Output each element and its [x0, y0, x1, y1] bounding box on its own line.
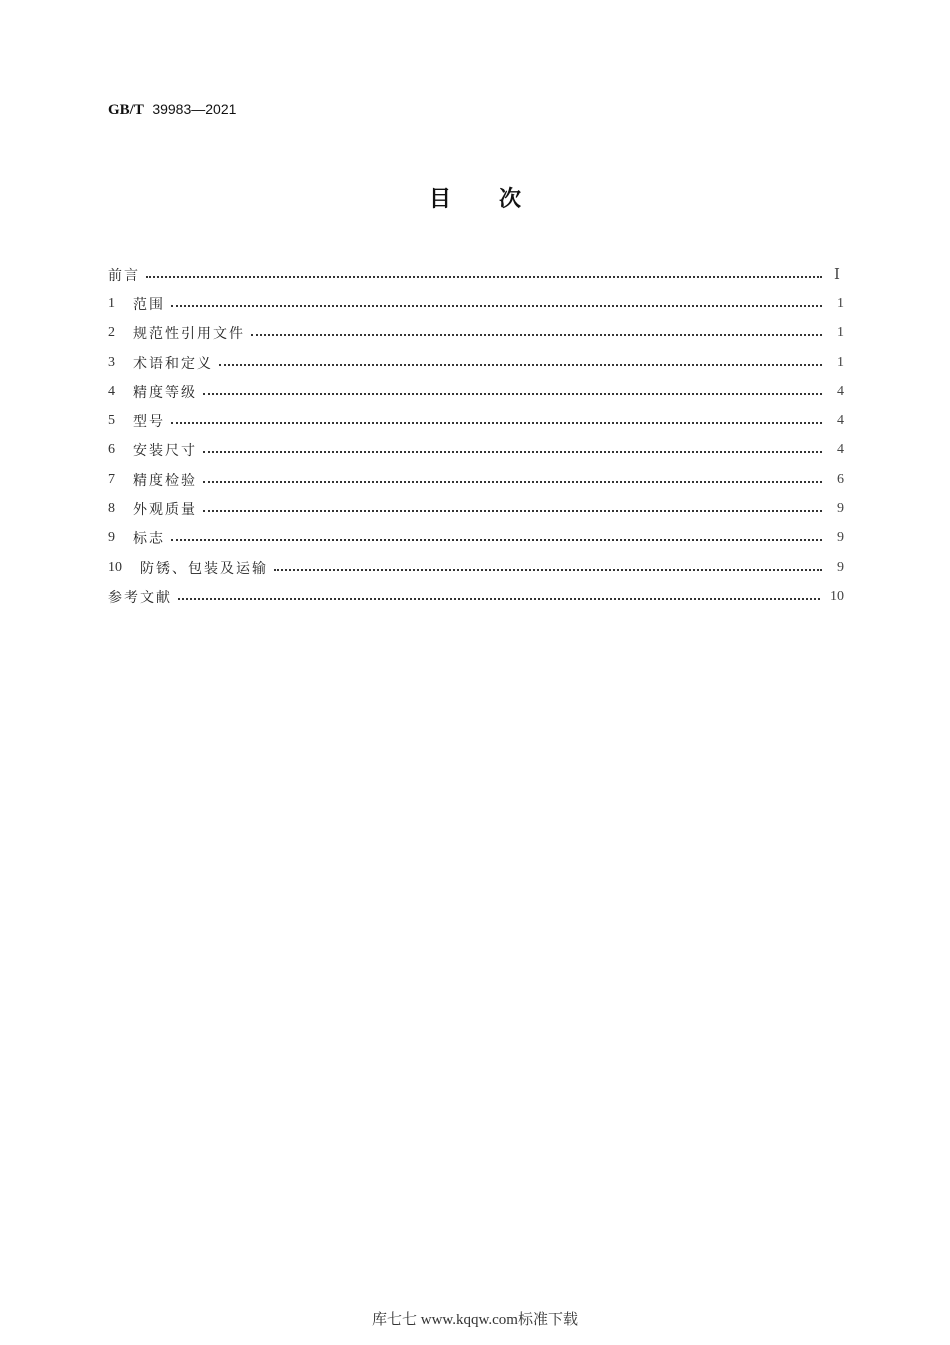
dot-leader	[219, 350, 822, 366]
dot-leader	[178, 584, 820, 600]
toc-entry-label: 型号	[133, 414, 165, 431]
toc-entry-number: 5	[108, 413, 115, 429]
toc-entry-page: 4	[837, 442, 844, 458]
toc-entry-number: 2	[108, 325, 115, 341]
toc-entry-2[interactable]	[108, 319, 844, 348]
dot-leader	[203, 437, 822, 453]
dot-leader	[171, 525, 822, 541]
toc-entry-1[interactable]	[108, 289, 844, 318]
dot-leader	[171, 291, 822, 307]
toc-entry-label: 安装尺寸	[133, 443, 197, 460]
toc-entry-page: 10	[830, 588, 844, 604]
toc-entry-page: 4	[837, 383, 844, 399]
toc-entry-3[interactable]	[108, 348, 844, 377]
toc-entry-label: 精度检验	[133, 472, 197, 489]
dot-leader	[274, 555, 822, 571]
toc-entry-label: 精度等级	[133, 384, 197, 401]
toc-entry-page: 9	[837, 530, 844, 546]
toc-entry-label: 防锈、包装及运输	[140, 560, 268, 577]
toc-entry-number: 8	[108, 501, 115, 517]
toc-entry-page: Ⅰ	[834, 267, 840, 284]
standard-code	[108, 100, 236, 119]
toc-title-char-2: 次	[499, 187, 522, 212]
toc-entry-foreword[interactable]	[108, 260, 844, 289]
toc-entry-10[interactable]	[108, 553, 844, 582]
table-of-contents	[108, 260, 844, 612]
toc-entry-page: 9	[837, 559, 844, 575]
dot-leader	[251, 320, 822, 336]
toc-entry-page: 1	[837, 325, 844, 341]
toc-entry-page: 9	[837, 501, 844, 517]
toc-entry-4[interactable]	[108, 377, 844, 406]
toc-entry-label: 前言	[108, 267, 140, 284]
toc-entry-page: 1	[837, 295, 844, 311]
toc-entry-number: 3	[108, 354, 115, 370]
toc-entry-number: 10	[108, 559, 122, 575]
dot-leader	[146, 262, 822, 278]
standard-prefix: GB/T	[108, 102, 144, 118]
toc-entry-number: 4	[108, 383, 115, 399]
toc-entry-number: 1	[108, 295, 115, 311]
toc-entry-6[interactable]	[108, 436, 844, 465]
toc-entry-number: 6	[108, 442, 115, 458]
toc-entry-number: 9	[108, 530, 115, 546]
toc-entry-5[interactable]	[108, 406, 844, 435]
toc-title	[0, 182, 950, 213]
toc-entry-label: 规范性引用文件	[133, 326, 245, 343]
toc-entry-page: 4	[837, 413, 844, 429]
dot-leader	[171, 408, 822, 424]
toc-title-char-1: 目	[428, 187, 451, 212]
toc-entry-label: 范围	[133, 296, 165, 313]
toc-entry-bibliography[interactable]	[108, 582, 844, 611]
footer-watermark: 库七七 www.kqqw.com标准下载	[372, 1312, 578, 1328]
toc-entry-7[interactable]	[108, 465, 844, 494]
toc-entry-label: 外观质量	[133, 502, 197, 519]
toc-entry-label: 术语和定义	[133, 355, 213, 372]
toc-entry-label: 参考文献	[108, 589, 172, 606]
dot-leader	[203, 467, 822, 483]
dot-leader	[203, 496, 822, 512]
toc-entry-9[interactable]	[108, 524, 844, 553]
standard-number: 39983—2021	[152, 101, 237, 117]
toc-entry-page: 6	[837, 471, 844, 487]
toc-entry-label: 标志	[133, 531, 165, 548]
toc-entry-number: 7	[108, 471, 115, 487]
dot-leader	[203, 379, 822, 395]
toc-entry-8[interactable]	[108, 494, 844, 523]
toc-entry-page: 1	[837, 354, 844, 370]
